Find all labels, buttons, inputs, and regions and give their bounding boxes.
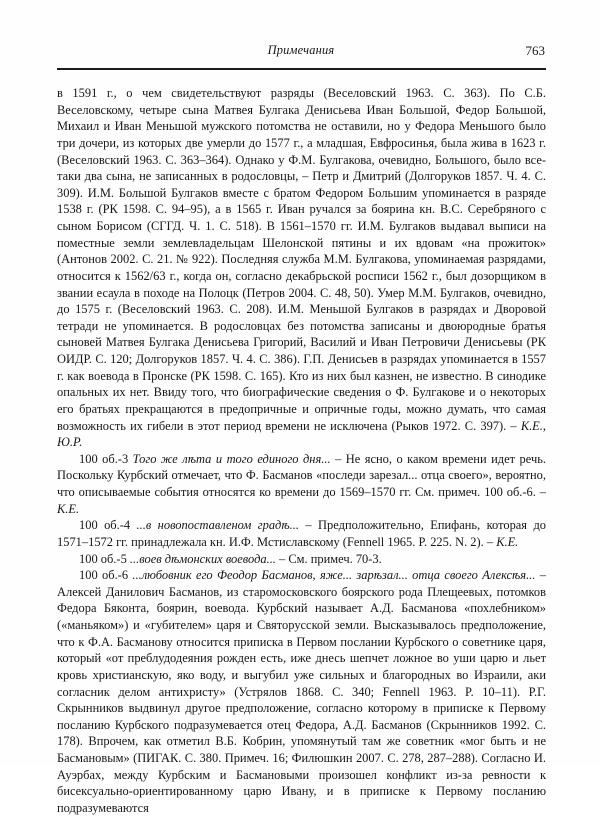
header-divider-rule (57, 68, 546, 70)
note-100ob-4 (57, 517, 546, 550)
italic-run: ...воев дѣмонских воевода... (129, 551, 276, 566)
text-run: – Алексей Данилович Басманов, из старомосковского боярского рода Плещеевых, потомков Федора Бяконта, боярин, воевода. Курбский называет А.Д. Басманова «похлебником» («маньяком») и «губителем» царя и Святорусской земли. Высказывалось предположение, что к Ф.А. Басманову относится приписка в Первом послании Курбского о советнике царя, который «от преблудодеяния рожден есть, иже днесь шепчет ложное во уши царю и льет кровь христианскую, яко воду, и выгубил уже сильных и благородных во Израили, аки согласник делом антихристу» (Устрялов 1868. С. 340; Fennell 1963. P. 10–11). Р.Г. Скрынников выдвинул другое предположение, согласно которому в приписке к Первому посланию Курбского подразумевается отец Федора, А.Д. Басманов (Скрынников 1992. С. 178). Впрочем, как отметил В.Б. Кобрин, упомянутый там же советник «мог быть и не Баcмановым» (ПИГАК. С. 380. Примеч. 16; Филюшкин 2007. С. 278, 287–288). Согласно И. Ауэрбах, между Курбским и Басмановыми произошел конфликт из-за ревности к бисексуально-ориентированному царю Ивану, и в приписке к Первому посланию подразумеваются (57, 568, 546, 815)
page-body-text (57, 85, 546, 817)
text-run: 100 об.-3 (79, 451, 133, 466)
italic-run: К.Е. (57, 501, 80, 516)
text-run: 100 об.-6 (79, 568, 133, 583)
italic-run: К.Е. (496, 534, 519, 549)
italic-run: ...в новопоставленом градѣ... (136, 518, 299, 533)
note-100ob-5 (57, 551, 546, 568)
italic-run: ...любовник его Феодор Басманов, яже... зарѣзал... отца своего Алексѣя... (132, 568, 536, 583)
italic-run: Того же лѣта и того единого дня... (132, 451, 331, 466)
page-header (57, 44, 545, 70)
text-run: 100 об.-4 (79, 518, 137, 533)
note-continued-bulgakov (57, 85, 546, 451)
note-100ob-3 (57, 451, 546, 518)
text-run: – Не ясно, о каком времени идет речь. Поскольку Курбский отмечает, что Ф. Басманов «последи зарезал... отца своего», вероятно, что описываемые события относятся ко времени до 1569–1570 гг. См. примеч. 100 об.-6. – (57, 451, 546, 499)
note-100ob-6 (57, 567, 546, 816)
page-number: 763 (525, 43, 545, 58)
italic-run: К.Е., Ю.Р. (57, 418, 546, 450)
text-run: 100 об.-5 (79, 551, 130, 566)
running-head-title: Примечания (267, 43, 335, 57)
text-run: – Предположительно, Епифань, которая до 1571–1572 гг. принадлежала кн. И.Ф. Мстиславскому (Fennell 1965. P. 225. N. 2). – (57, 518, 546, 549)
text-run: в 1591 г., о чем свидетельствуют разряды (Веселовский 1963. С. 363). По С.Б. Веселовскому, четыре сына Матвея Булгака Денисьева Иван Большой, Федор Большой, Михаил и Иван Меньшой мужского потомства не оставили, но у Федора Меньшого было три дочери, из которых две умерли до 1577 г., а младшая, Евфросинья, была жива в 1623 г. (Веселовский 1963. С. 363–364). Однако у Ф.М. Булгакова, очевидно, Большого, было все-таки два сына, не записанных в родословцы, – Петр и Дмитрий (Долгоруков 1857. Ч. 4. С. 309). И.М. Большой Булгаков вместе с братом Федором Большим упоминается в разряде 1538 г. (РК 1598. С. 94–95), а в 1565 г. Иван ручался за боярина кн. В.С. Серебряного с сыном Борисом (СГГД. Ч. 1. С. 518). В 1561–1570 гг. И.М. Булгаков выдавал выписи на поместные земли землевладельцам Шелонской пятины и их вдовам «на прожиток» (Антонов 2002. С. 21. № 922). Последняя служба М.М. Булгакова, упоминаемая разрядами, относится к 1562/63 г., когда он, согласно декабрьской росписи 1562 г., был дозорщиком в звании есаула в походе на Полоцк (Петров 2004. С. 48, 50). Умер М.М. Булгаков, очевидно, до 1575 г. (Веселовский 1963. С. 208). И.М. Меньшой Булгаков в разрядах и Дворовой тетради не упоминается. В родословцах без потомства записаны и двоюродные братья сыновей Матвея Булгака Денисьева Григорий, Василий и Иван Петровичи Денисьевы (РК ОИДР. С. 120; Долгоруков 1857. Ч. 4. С. 386). Г.П. Денисьев в разрядах упоминается в 1557 г. как воевода в Пронске (РК 1598. С. 165). Кто из них был казнен, не известно. В синодике опальных их нет. Ввиду того, что биографические сведения о Ф. Булгакове и о некоторых его братьях прекращаются в предопричные и опричные годы, можно думать, что самая возможность их гибели в этот период времени не исключена (Рыков 1972. С. 397). – (57, 86, 546, 433)
text-run: – См. примеч. 70-3. (275, 551, 382, 566)
